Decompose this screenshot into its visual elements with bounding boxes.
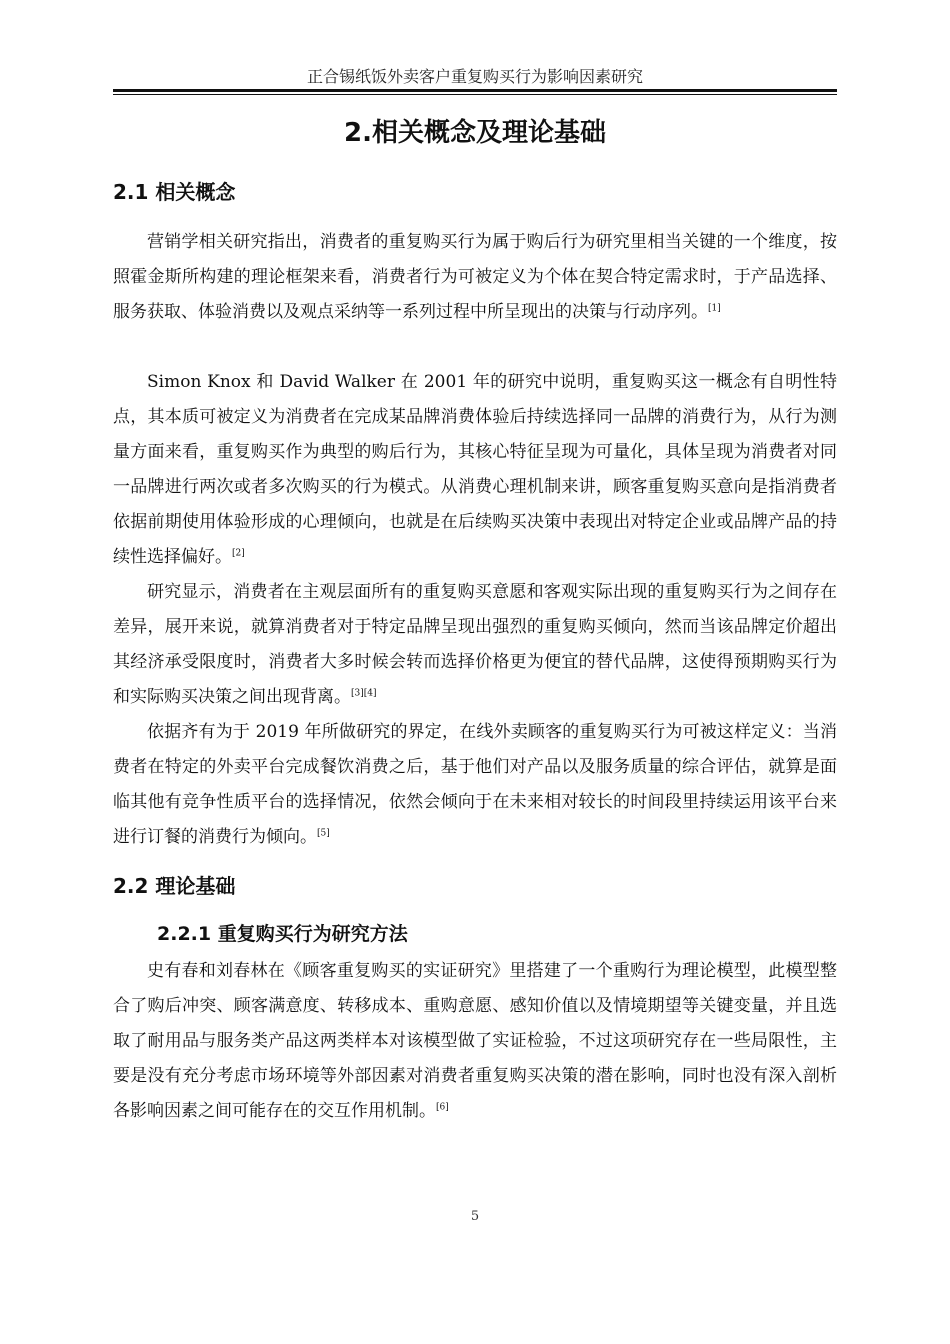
paragraph <box>113 575 837 715</box>
header-rule-thin <box>113 94 837 95</box>
citation: [1] <box>708 303 721 314</box>
paragraph-text: Simon Knox 和 David Walker 在 2001 年的研究中说明，重复购买这一概念有自明性特点，其本质可被定义为消费者在完成某品牌消费体验后持续选择同一品牌的消费行为，从行为测量方面来看，重复购买作为典型的购后行为，其核心特征呈现为可量化，具体呈现为消费者对同一品牌进行两次或者多次购买的行为模式。从消费心理机制来讲，顾客重复购买意向是指消费者依据前期使用体验形成的心理倾向，也就是在后续购买决策中表现出对特定企业或品牌产品的持续性选择偏好。 <box>113 372 837 567</box>
citation: [2] <box>232 548 245 559</box>
citation: [6] <box>436 1102 449 1113</box>
section-heading-2-1: 2.1 相关概念 <box>113 180 236 204</box>
running-header: 正合锡纸饭外卖客户重复购买行为影响因素研究 <box>306 67 643 86</box>
header-rule <box>113 89 837 92</box>
subsection-heading-2-2-1: 2.2.1 重复购买行为研究方法 <box>157 923 408 945</box>
paragraph-text: 营销学相关研究指出，消费者的重复购买行为属于购后行为研究里相当关键的一个维度，按照霍金斯所构建的理论框架来看，消费者行为可被定义为个体在契合特定需求时，于产品选择、服务获取、体验消费以及观点采纳等一系列过程中所呈现出的决策与行动序列。 <box>113 232 837 322</box>
paragraph-text: 史有春和刘春林在《顾客重复购买的实证研究》里搭建了一个重购行为理论模型，此模型整合了购后冲突、顾客满意度、转移成本、重购意愿、感知价值以及情境期望等关键变量，并且选取了耐用品与服务类产品这两类样本对该模型做了实证检验，不过这项研究存在一些局限性，主要是没有充分考虑市场环境等外部因素对消费者重复购买决策的潜在影响，同时也没有深入剖析各影响因素之间可能存在的交互作用机制。 <box>113 961 837 1121</box>
chapter-title: 2.相关概念及理论基础 <box>344 118 606 148</box>
paragraph-text: 依据齐有为于 2019 年所做研究的界定，在线外卖顾客的重复购买行为可被这样定义：当消费者在特定的外卖平台完成餐饮消费之后，基于他们对产品以及服务质量的综合评估，就算是面临其他有竞争性质平台的选择情况，依然会倾向于在未来相对较长的时间段里持续运用该平台来进行订餐的消费行为倾向。 <box>113 722 837 847</box>
paragraph <box>113 365 837 575</box>
paragraph-text: 研究显示，消费者在主观层面所有的重复购买意愿和客观实际出现的重复购买行为之间存在差异，展开来说，就算消费者对于特定品牌呈现出强烈的重复购买倾向，然而当该品牌定价超出其经济承受限度时，消费者大多时候会转而选择价格更为便宜的替代品牌，这使得预期购买行为和实际购买决策之间出现背离。 <box>113 582 837 707</box>
paragraph <box>113 954 837 1129</box>
citation: [5] <box>317 828 330 839</box>
page-number: 5 <box>470 1209 480 1224</box>
citation: [3][4] <box>351 688 377 699</box>
section-heading-2-2: 2.2 理论基础 <box>113 874 236 898</box>
paragraph <box>113 715 837 855</box>
paragraph <box>113 225 837 330</box>
